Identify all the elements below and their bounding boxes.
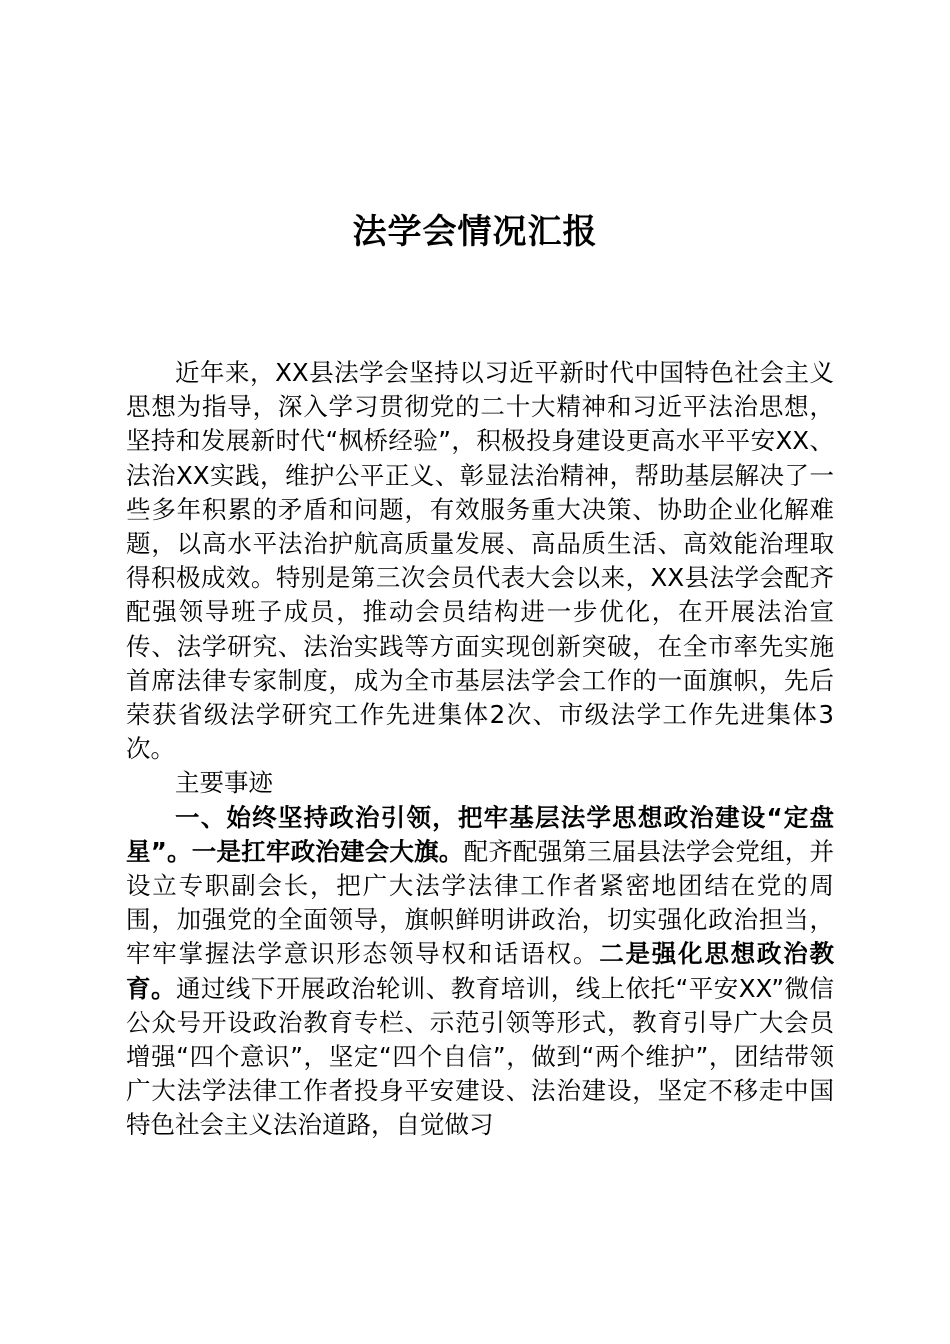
section-1-paragraph bbox=[126, 801, 834, 1143]
section-label: 主要事迹 bbox=[175, 768, 273, 798]
point-1-title: 一是扛牢政治建会大旗。 bbox=[191, 836, 464, 866]
section-1-heading: 一、始终坚持政治引领，把牢基层法学思想政治建设“定盘星”。 bbox=[126, 802, 834, 866]
point-1-text: 配齐配强第三届县法学会党组，并设立专职副会长，把广大法学法律工作者紧密地团结在党的周围，加强党的全面领导，旗帜鲜明讲政治，切实强化政治担当，牢牢掌握法学意识形态领导权和话语权。 bbox=[126, 836, 835, 969]
document-body bbox=[126, 356, 834, 1143]
point-2-title: 二是强化思想政治教育。 bbox=[126, 939, 835, 1003]
point-2-text: 通过线下开展政治轮训、教育培训，线上依托“平安XX”微信公众号开设政治教育专栏、示范引领等形式，教育引导广大会员增强“四个意识”，坚定“四个自信”，做到“两个维护”，团结带领广大法学法律工作者投身平安建设、法治建设，坚定不移走中国特色社会主义法治道路，自觉做习 bbox=[126, 973, 834, 1140]
document-title: 法学会情况汇报 bbox=[352, 212, 598, 252]
intro-paragraph: 近年来，XX县法学会坚持以习近平新时代中国特色社会主义思想为指导，深入学习贯彻党的二十大精神和习近平法治思想，坚持和发展新时代“枫桥经验”，积极投身建设更高水平平安XX、法治XX实践，维护公平正义、彰显法治精神，帮助基层解决了一些多年积累的矛盾和问题，有效服务重大决策、协助企业化解难题，以高水平法治护航高质量发展、高品质生活、高效能治理取得积极成效。特别是第三次会员代表大会以来，XX县法学会配齐配强领导班子成员，推动会员结构进一步优化，在开展法治宣传、法学研究、法治实践等方面实现创新突破，在全市率先实施首席法律专家制度，成为全市基层法学会工作的一面旗帜，先后荣获省级法学研究工作先进集体2次、市级法学工作先进集体3次。 bbox=[126, 358, 834, 764]
